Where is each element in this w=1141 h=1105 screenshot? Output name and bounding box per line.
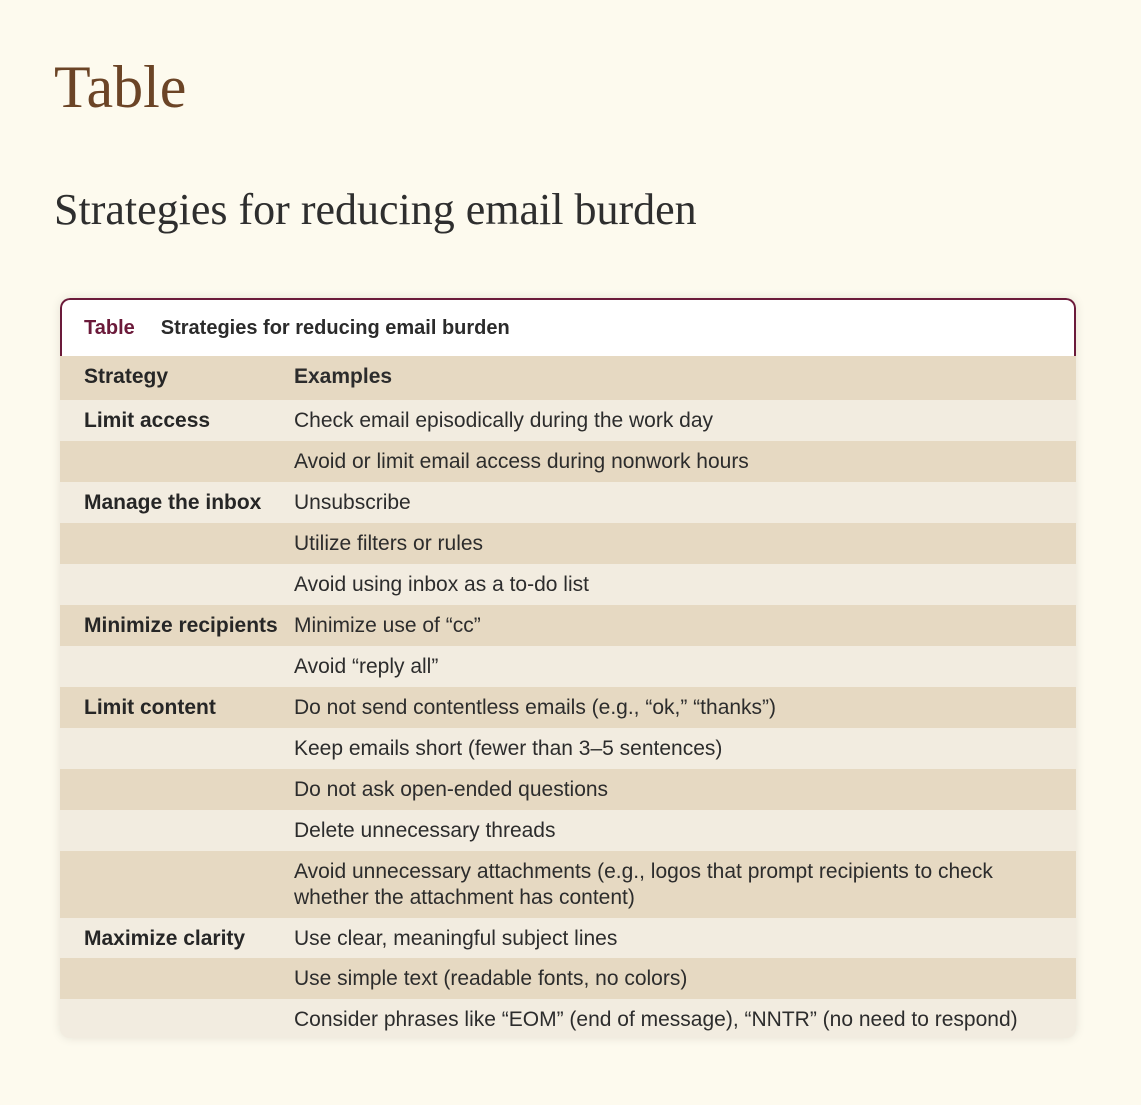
example-cell: Avoid “reply all” <box>294 655 439 678</box>
strategy-cell <box>60 449 294 482</box>
example-cell: Unsubscribe <box>294 491 411 514</box>
table-caption <box>60 298 1076 356</box>
strategy-cell: Limit access <box>84 409 211 432</box>
strategy-cell: Minimize recipients <box>84 614 278 637</box>
column-header-strategy: Strategy <box>84 365 169 388</box>
strategy-cell <box>60 777 294 810</box>
example-cell: Utilize filters or rules <box>294 532 484 555</box>
table-caption-title: Strategies for reducing email burden <box>160 316 510 339</box>
table-row <box>60 605 1076 646</box>
example-cell: Delete unnecessary threads <box>294 819 556 842</box>
table-row <box>60 728 1076 769</box>
example-cell: Minimize use of “cc” <box>294 614 481 637</box>
example-cell: Avoid or limit email access during nonwork hours <box>294 450 749 473</box>
strategies-table <box>60 298 1076 1038</box>
page-heading: Table <box>54 54 187 120</box>
example-cell: Keep emails short (fewer than 3–5 sentences) <box>294 737 723 760</box>
table-row <box>60 523 1076 564</box>
table-row <box>60 810 1076 851</box>
table-row <box>60 851 1076 918</box>
page-subheading: Strategies for reducing email burden <box>54 185 697 234</box>
example-cell: Avoid unnecessary attachments (e.g., logos that prompt recipients to check whether the attachment has content) <box>294 860 993 909</box>
strategy-cell <box>60 818 294 851</box>
column-header-examples: Examples <box>294 365 393 388</box>
table-row <box>60 958 1076 999</box>
table-row <box>60 769 1076 810</box>
strategy-cell <box>60 736 294 769</box>
table-row <box>60 482 1076 523</box>
strategy-cell <box>60 1007 294 1038</box>
table-row <box>60 564 1076 605</box>
example-cell: Use simple text (readable fonts, no colors) <box>294 967 688 990</box>
table-row <box>60 687 1076 728</box>
table-row <box>60 441 1076 482</box>
table-row <box>60 646 1076 687</box>
strategy-cell <box>60 654 294 687</box>
strategy-cell: Maximize clarity <box>84 927 246 950</box>
table-caption-label: Table <box>84 316 135 339</box>
table-header-row <box>60 356 1076 400</box>
table-row <box>60 999 1076 1038</box>
example-cell: Consider phrases like “EOM” (end of message), “NNTR” (no need to respond) <box>294 1008 1018 1031</box>
example-cell: Use clear, meaningful subject lines <box>294 927 618 950</box>
table-row <box>60 918 1076 958</box>
example-cell: Check email episodically during the work day <box>294 409 714 432</box>
example-cell: Avoid using inbox as a to-do list <box>294 573 589 596</box>
example-cell: Do not ask open-ended questions <box>294 778 609 801</box>
example-cell: Do not send contentless emails (e.g., “ok,” “thanks”) <box>294 696 777 719</box>
strategy-cell <box>60 859 294 918</box>
strategy-cell <box>60 966 294 999</box>
strategy-cell: Limit content <box>84 696 216 719</box>
strategy-cell <box>60 531 294 564</box>
table-row <box>60 400 1076 441</box>
strategy-cell <box>60 572 294 605</box>
strategy-cell: Manage the inbox <box>84 491 262 514</box>
